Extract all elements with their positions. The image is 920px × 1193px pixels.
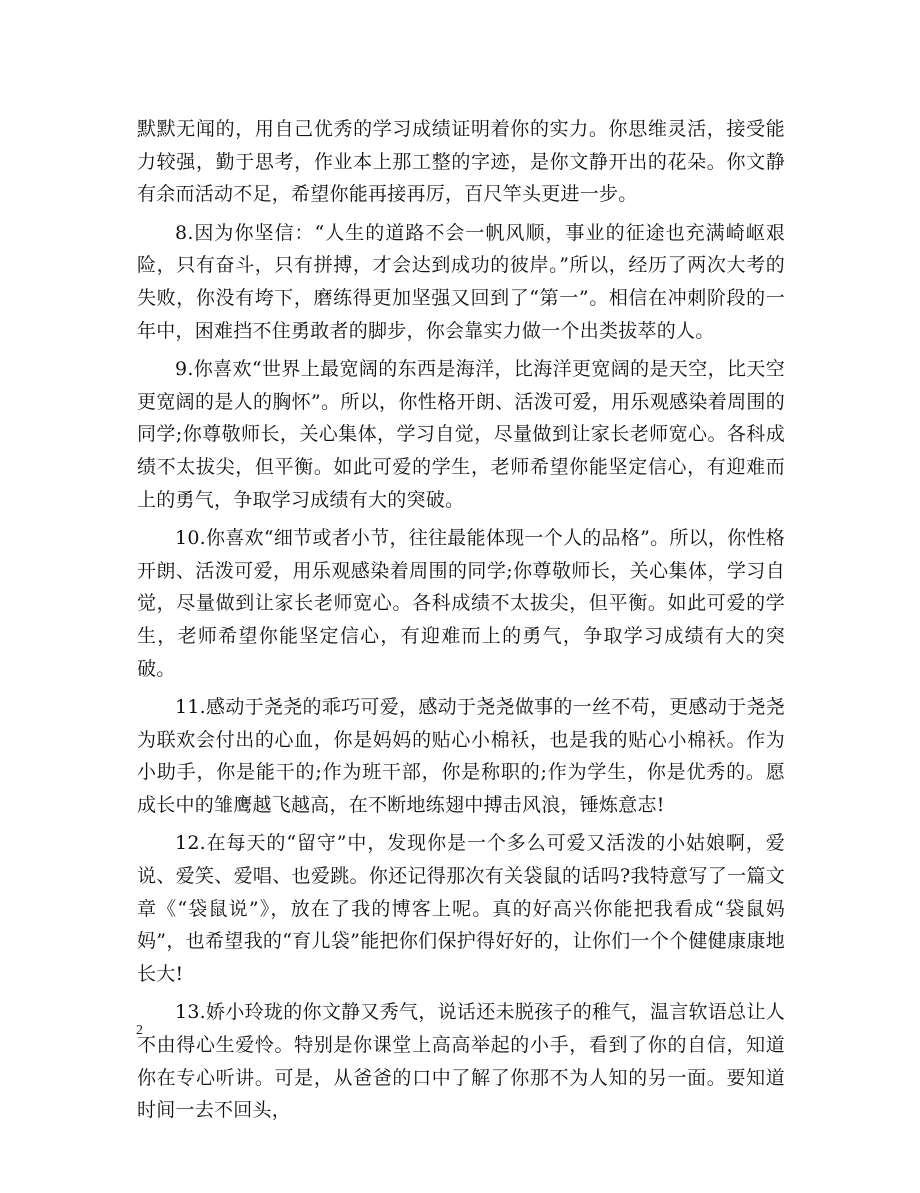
page-number: 2 [136,1023,143,1038]
paragraph-continuation: 默默无闻的，用自己优秀的学习成绩证明着你的实力。你思维灵活，接受能力较强，勤于思考，作业本上那工整的字迹，是你文静开出的花朵。你文静有余而活动不足，希望你能再接再厉，百尺竿头更进一步。 [137,118,785,206]
paragraph-item-13: 13.娇小玲珑的你文静又秀气，说话还未脱孩子的稚气，温言软语总让人不由得心生爱怜。特别是你课堂上高高举起的小手，看到了你的自信，知道你在专心听讲。可是，从爸爸的口中了解了你那不为人知的另一面。要知道时间一去不回头， [137,1001,785,1122]
paragraph-item-9: 9.你喜欢“世界上最宽阔的东西是海洋，比海洋更宽阔的是天空，比天空更宽阔的是人的胸怀”。所以，你性格开朗、活泼可爱，用乐观感染着周围的同学;你尊敬师长，关心集体，学习自觉，尽量做到让家长老师宽心。各科成绩不太拔尖，但平衡。如此可爱的学生，老师希望你能坚定信心，有迎难而上的勇气，争取学习成绩有大的突破。 [137,358,785,511]
document-body [137,113,785,1133]
paragraph-item-8: 8.因为你坚信：“人生的道路不会一帆风顺，事业的征途也充满崎岖艰险，只有奋斗，只有拼搏，才会达到成功的彼岸。”所以，经历了两次大考的失败，你没有垮下，磨练得更加坚强又回到了“第一”。相信在冲刺阶段的一年中，困难挡不住勇敢者的脚步，你会靠实力做一个出类拔萃的人。 [137,221,785,342]
paragraph-item-10: 10.你喜欢“细节或者小节，往往最能体现一个人的品格”。所以，你性格开朗、活泼可爱，用乐观感染着周围的同学;你尊敬师长，关心集体，学习自觉，尽量做到让家长老师宽心。各科成绩不太拔尖，但平衡。如此可爱的学生，老师希望你能坚定信心，有迎难而上的勇气，争取学习成绩有大的突破。 [137,527,785,680]
paragraph-item-12: 12.在每天的“留守”中，发现你是一个多么可爱又活泼的小姑娘啊，爱说、爱笑、爱唱、也爱跳。你还记得那次有关袋鼠的话吗?我特意写了一篇文章《“袋鼠说”》，放在了我的博客上呢。真的好高兴你能把我看成“袋鼠妈妈”，也希望我的“育儿袋”能把你们保护得好好的，让你们一个个健健康康地长大! [137,832,785,985]
paragraph-item-11: 11.感动于尧尧的乖巧可爱，感动于尧尧做事的一丝不苟，更感动于尧尧为联欢会付出的心血，你是妈妈的贴心小棉袄，也是我的贴心小棉袄。作为小助手，你是能干的;作为班干部，你是称职的;作为学生，你是优秀的。愿成长中的雏鹰越飞越高，在不断地练翅中搏击风浪，锤炼意志! [137,696,785,816]
